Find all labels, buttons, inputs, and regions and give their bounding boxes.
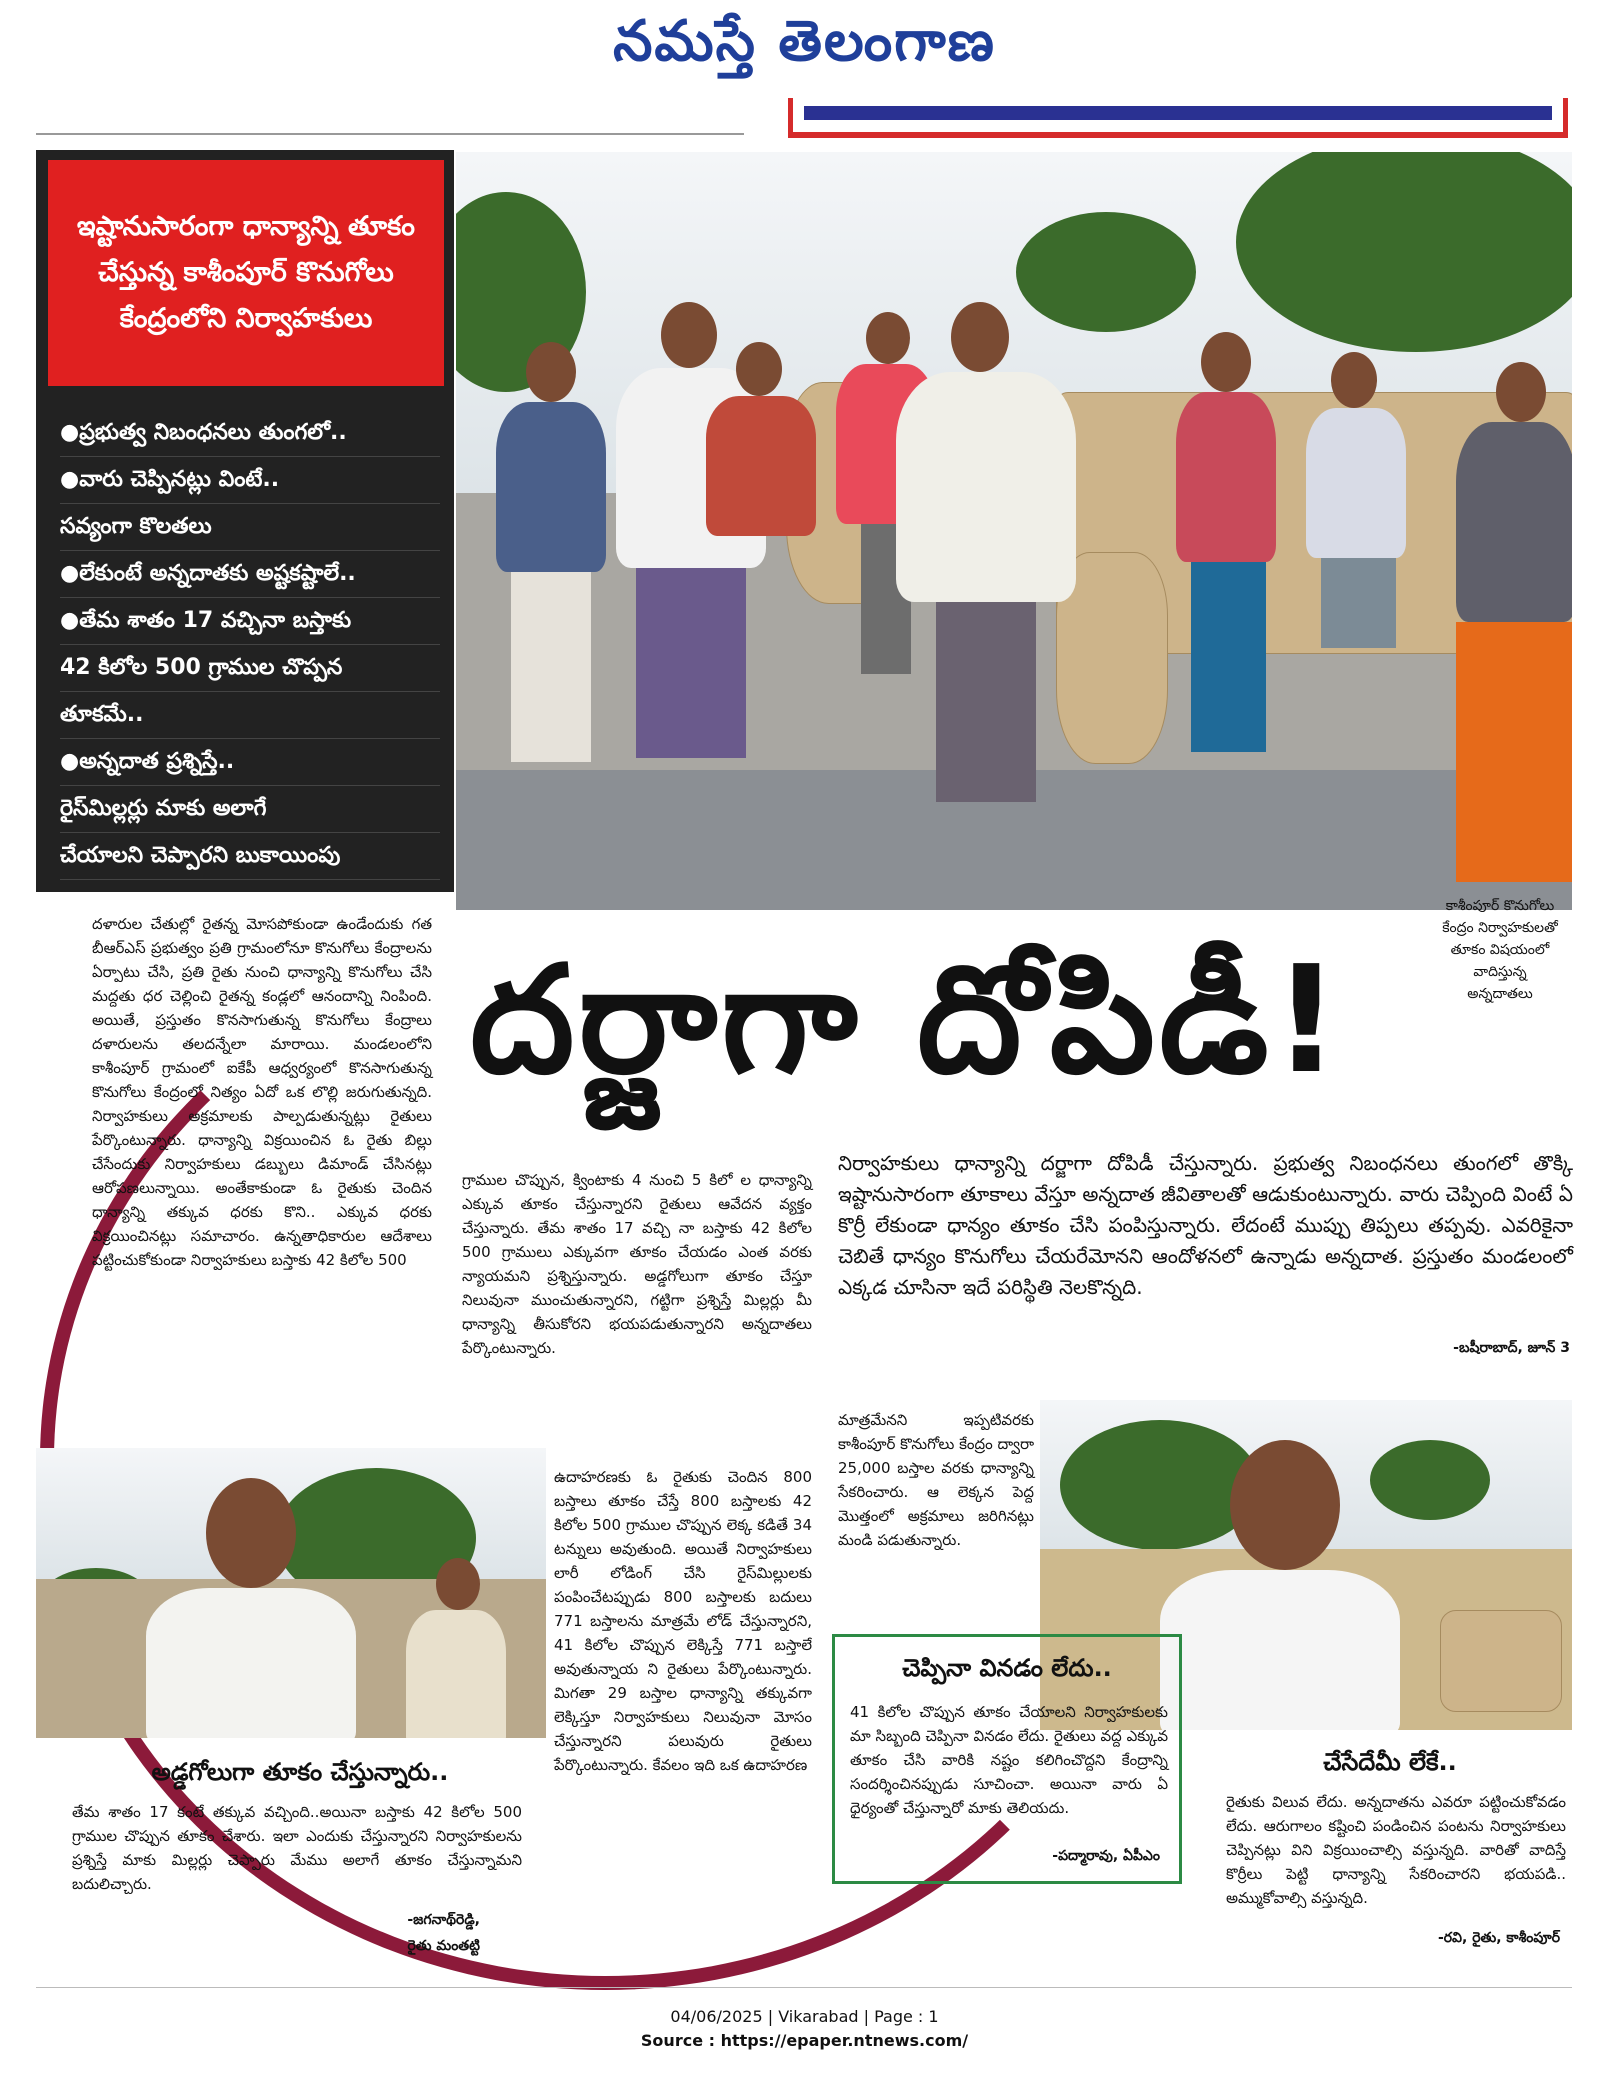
- box3-title: చేసేదేమీ లేకే..: [1323, 1748, 1457, 1776]
- column-1-text: దళారుల చేతుల్లో రైతన్న మోసపోకుండా ఉండేందుకు గత బీఆర్‌ఎస్ ప్రభుత్వం ప్రతి గ్రామంలోనూ కొనుగోలు కేంద్రాలను ఏర్పాటు చేసి, ప్రతి రైతు నుంచి ధాన్యాన్ని కొనుగోలు చేసి మద్దతు ధర చెల్లించి రైతన్న కండ్లలో ఆనందాన్ని నింపింది. అయితే, ప్రస్తుతం కొనసాగుతున్న కొనుగోలు కేంద్రాలు దళారులను తలదన్నేలా మారాయి. మండలంలోని కాశీంపూర్ గ్రామంలో ఐకేపీ ఆధ్వర్యంలో కొనసాగుతున్న కొనుగోలు కేంద్రంలో నిత్యం ఏదో ఒక లొల్లి జరుగుతున్నది. నిర్వాహకులు అక్రమాలకు పాల్పడుతున్నట్లు రైతులు పేర్కొంటున్నారు. ధాన్యాన్ని విక్రయించిన ఓ రైతు బిల్లు చేసేందుకు నిర్వాహకులు డబ్బులు డిమాండ్ చేసినట్లు ఆరోపణలున్నాయి. అంతేకాకుండా ఓ రైతుకు చెందిన ధాన్యాన్ని తక్కువ ధరకు కొని.. ఎక్కువ ధరకు విక్రయించినట్లు సమాచారం. ఉన్నతాధికారుల ఆదేశాలు పట్టించుకోకుండా నిర్వాహకులు బస్తాకు 42 కిలోల 500: [92, 915, 432, 1269]
- box1-signature-role: రైతు మంతట్టి: [407, 1938, 480, 1954]
- column-3-text: ఉదాహరణకు ఓ రైతుకు చెందిన 800 బస్తాలు తూకం చేస్తే 800 బస్తాలకు 42 కిలోల 500 గ్రాముల చొప్పున లెక్క కడితే 34 టన్నులు అవుతుంది. అయితే నిర్వాహకులు లారీ లోడింగ్ చేసి రైస్‌మిల్లులకు పంపించేటప్పుడు 800 బస్తాలకు బదులు 771 బస్తాలను మాత్రమే లోడ్ చేస్తున్నారని, 41 కిలోల చొప్పున లెక్కిస్తే 771 బస్తాలే అవుతున్నాయ ని రైతులు పేర్కొంటున్నారు. మిగతా 29 బస్తాల ధాన్యాన్ని తక్కువగా లెక్కిస్తూ నిర్వాహకులు నిలువునా మోసం చేస్తున్నారని పలువురు రైతులు పేర్కొంటున్నారు. కేవలం ఇది ఒక ఉదాహరణ: [554, 1468, 812, 1774]
- masthead-logo: నమస్తే తెలంగాణ: [613, 8, 996, 74]
- photo-caption: కాశీంపూర్ కొనుగోలు కేంద్రం నిర్వాహకులతో తూకం విషయంలో వాదిస్తున్న అన్నదాతలు: [1442, 898, 1558, 1002]
- main-photo: [456, 152, 1572, 910]
- box1-signature-name: -జగనాథ్‌రెడ్డి,: [407, 1912, 480, 1928]
- footer: [0, 2005, 1609, 2053]
- highlights-bullets: [60, 410, 440, 880]
- box2-title: చెప్పినా వినడం లేదు..: [902, 1654, 1112, 1682]
- box3-signature: -రవి, రైతు, కాశీంపూర్: [1437, 1930, 1560, 1946]
- bullet-item: చేయాలని చెప్పారని బుకాయింపు: [60, 833, 440, 880]
- headline: దర్జాగా దోపిడీ!: [470, 934, 1345, 1106]
- bullet-item: ●వారు చెప్పినట్లు వింటే..: [60, 457, 440, 504]
- bullet-item: సవ్యంగా కొలతలు: [60, 504, 440, 551]
- bullet-item: ●లేకుంటే అన్నదాతకు అష్టకష్టాలే..: [60, 551, 440, 598]
- bullet-item: ●అన్నదాత ప్రశ్నిస్తే..: [60, 739, 440, 786]
- column-4-text: మాత్రమేనని ఇప్పటివరకు కాశీంపూర్ కొనుగోలు కేంద్రం ద్వారా 25,000 బస్తాల వరకు ధాన్యాన్ని సేకరించారు. ఆ లెక్కన పెద్ద మొత్తంలో అక్రమాలు జరిగినట్లు మండి పడుతున్నారు.: [838, 1411, 1035, 1549]
- box3-text: రైతుకు విలువ లేదు. అన్నదాతను ఎవరూ పట్టించుకోవడం లేదు. ఆరుగాలం కష్టించి పండించిన పంటను నిర్వాహకులు చెప్పినట్లు విని విక్రయించాల్సి వస్తున్నది. వారితో వాదిస్తే కొర్రీలు పెట్టి ధాన్యాన్ని సేకరించారని భయపడి.. అమ్ముకోవాల్సి వస్తున్నది.: [1226, 1793, 1566, 1907]
- red-callout-box: [48, 160, 444, 386]
- box2-signature: -పద్మారావు, ఏపీఎం: [1052, 1848, 1160, 1864]
- bullet-item: ●తేమ శాతం 17 వచ్చినా బస్తాకు: [60, 598, 440, 645]
- column-2-text: గ్రాముల చొప్పున, క్వింటాకు 4 నుంచి 5 కిలో ల ధాన్యాన్ని ఎక్కువ తూకం చేస్తున్నారని రైతులు ఆవేదన వ్యక్తం చేస్తున్నారు. తేమ శాతం 17 వచ్చి నా బస్తాకు 42 కిలోల 500 గ్రాములు ఎక్కువగా తూకం చేయడం ఎంత వరకు న్యాయమని ప్రశ్నిస్తున్నారు. అడ్డగోలుగా తూకం చేస్తూ నిలువునా ముంచుతున్నారని, గట్టిగా ప్రశ్నిస్తే మిల్లర్లు మీ ధాన్యాన్ని తీసుకోరని భయపడుతున్నారని అన్నదాతలు పేర్కొంటున్నారు.: [462, 1171, 812, 1357]
- red-callout-text: ఇష్టానుసారంగా ధాన్యాన్ని తూకం చేస్తున్న కాశీంపూర్ కొనుగోలు కేంద్రంలోని నిర్వాహకులు: [77, 211, 415, 334]
- box1-text: తేమ శాతం 17 కంటే తక్కువ వచ్చింది..అయినా బస్తాకు 42 కిలోల 500 గ్రాముల చొప్పున తూకం చేశారు. ఇలా ఎందుకు చేస్తున్నారని నిర్వాహకులను ప్రశ్నిస్తే మాకు మిల్లర్లు చెప్పారు మేము అలాగే తూకం చేస్తున్నామని బదులిచ్చారు.: [72, 1803, 522, 1893]
- bullet-item: రైస్‌మిల్లర్లు మాకు అలాగే: [60, 786, 440, 833]
- bullet-item: 42 కిలోల 500 గ్రాముల చొప్పన: [60, 645, 440, 692]
- dateline: -బషీరాబాద్, జూన్ 3: [1453, 1340, 1570, 1356]
- footer-date-edition: 04/06/2025 | Vikarabad | Page : 1: [670, 2007, 939, 2026]
- footer-source[interactable]: Source : https://epaper.ntnews.com/: [640, 2031, 969, 2050]
- farmer-photo-1: [36, 1448, 546, 1738]
- box2-text: 41 కిలోల చొప్పున తూకం చేయాలని నిర్వాహకులకు మా సిబ్బంది చెప్పినా వినడం లేదు. రైతులు వద్ద ఎక్కువ తూకం చేసి వారికి నష్టం కలిగించొద్దని కేంద్రాన్ని సందర్శించినప్పుడు సూచించా. అయినా వారు ఏ ధైర్యంతో చేస్తున్నారో మాకు తెలియదు.: [850, 1703, 1168, 1817]
- box1-title: అడ్డగోలుగా తూకం చేస్తున్నారు..: [151, 1758, 449, 1786]
- header-color-bars: [788, 98, 1568, 138]
- lead-paragraph: నిర్వాహకులు ధాన్యాన్ని దర్జాగా దోపిడీ చేస్తున్నారు. ప్రభుత్వ నిబంధనలు తుంగలో తొక్కి ఇష్టానుసారంగా తూకాలు వేస్తూ అన్నదాత జీవితాలతో ఆడుకుంటున్నారు. వారు చెప్పింది వింటే ఏ కొర్రీ లేకుండా ధాన్యం తూకం చేసి పంపిస్తున్నారు. లేదంటే ముప్పు తిప్పలు తప్పవు. ఎవరికైనా చెబితే ధాన్యం కొనుగోలు చేయరేమోనని ఆందోళనలో ఉన్నాడు అన్నదాత. ప్రస్తుతం మండలంలో ఎక్కడ చూసినా ఇదే పరిస్థితి నెలకొన్నది.: [838, 1151, 1573, 1299]
- bullet-item: ●ప్రభుత్వ నిబంధనలు తుంగలో..: [60, 410, 440, 457]
- header-rule: [36, 133, 744, 135]
- footer-rule: [36, 1987, 1572, 1988]
- bullet-item: తూకమే..: [60, 692, 440, 739]
